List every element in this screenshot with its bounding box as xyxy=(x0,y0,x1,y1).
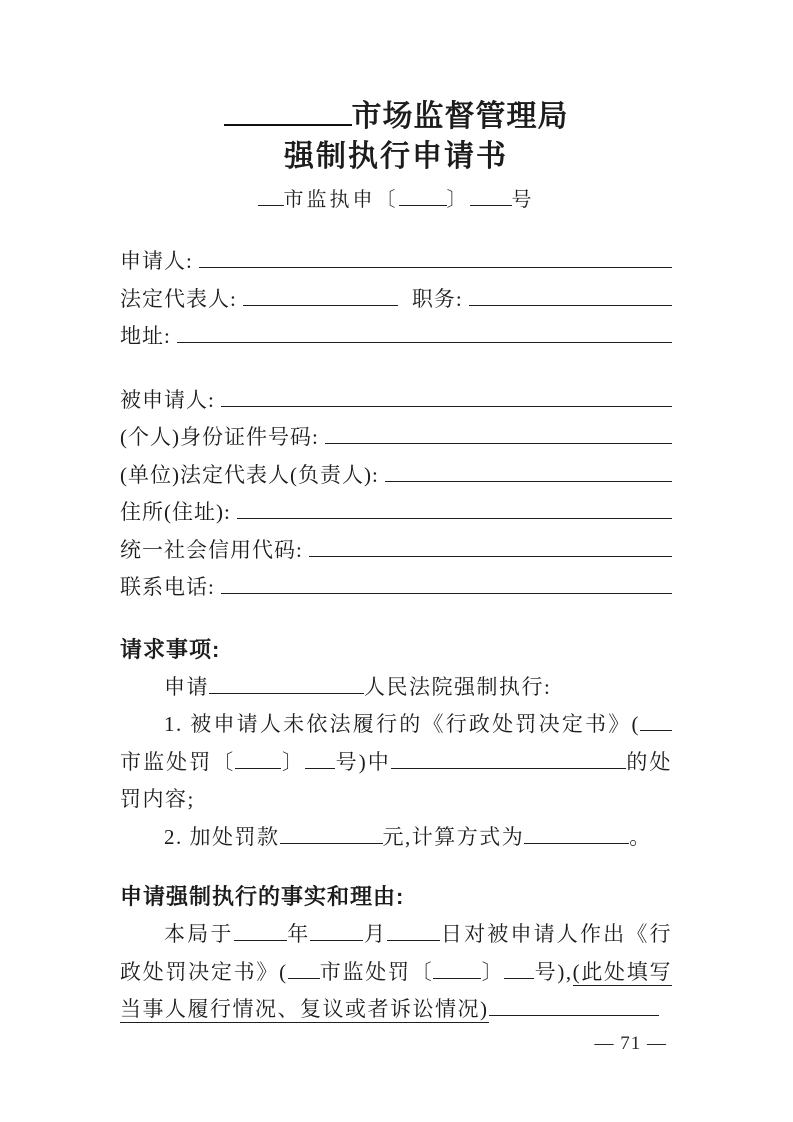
facts-text-5: 市监处罚〔 xyxy=(319,959,434,984)
respondent-name-blank xyxy=(221,405,672,407)
item2-text-3: 。 xyxy=(629,824,652,849)
document-title: 强制执行申请书 xyxy=(284,140,508,173)
doc-no-serial-blank xyxy=(470,185,512,206)
phone-label: 联系电话: xyxy=(120,575,215,599)
facts-trailing-blank xyxy=(489,994,659,1016)
position-blank xyxy=(469,304,672,306)
item2-text-2: 元,计算方式为 xyxy=(382,824,525,849)
doc-no-text-2: 〕 xyxy=(446,189,470,211)
personal-id-label: (个人)身份证件号码: xyxy=(120,425,319,449)
item1-text-3: 〕 xyxy=(281,749,306,774)
item1-serial-blank xyxy=(305,747,335,769)
doc-no-region-blank xyxy=(258,185,284,206)
facts-year-blank xyxy=(234,919,287,941)
court-name-blank xyxy=(209,672,364,694)
credit-code-label: 统一社会信用代码: xyxy=(120,537,303,562)
personal-id-blank xyxy=(325,442,672,444)
address-blank xyxy=(177,341,672,343)
legal-rep-blank xyxy=(243,304,398,306)
org-name-blank xyxy=(224,97,352,126)
item1-content-blank xyxy=(391,747,626,769)
item2-amount-blank xyxy=(280,822,383,844)
applicant-name-blank xyxy=(199,266,672,268)
facts-text-1: 本局于 xyxy=(164,922,234,946)
facts-region-blank xyxy=(288,957,320,979)
facts-serial-blank xyxy=(504,957,534,979)
facts-text-3: 月 xyxy=(363,922,388,946)
doc-no-year-blank xyxy=(399,185,447,206)
field-applicant-name xyxy=(120,243,672,281)
field-residence xyxy=(120,494,672,532)
field-personal-id xyxy=(120,419,672,457)
address-label: 地址: xyxy=(120,324,171,348)
facts-month-blank xyxy=(310,919,363,941)
facts-text-4: 日对被申请人作出《行政处罚决定书》( xyxy=(120,922,673,984)
item1-text-5: 的处罚内容; xyxy=(120,749,673,811)
apply-text-post: 人民法院强制执行: xyxy=(364,674,552,699)
field-unit-rep xyxy=(120,457,672,495)
doc-no-text-1: 市监执申〔 xyxy=(283,189,399,211)
item1-text-1: 1. 被申请人未依法履行的《行政处罚决定书》( xyxy=(164,712,640,736)
item1-text-4: 号)中 xyxy=(335,749,391,774)
unit-rep-label: (单位)法定代表人(负责人): xyxy=(120,462,379,487)
page-number: — 71 — xyxy=(594,1033,667,1054)
item2-text-1: 2. 加处罚款 xyxy=(164,824,280,849)
field-address xyxy=(120,318,672,356)
facts-paragraph xyxy=(120,916,672,1029)
org-name-suffix: 市场监督管理局 xyxy=(351,100,569,133)
facts-fill-note: (此处填写当事人履行情况、复议或者诉讼情况) xyxy=(120,959,672,1021)
item2-method-blank xyxy=(524,822,629,844)
applicant-name-label: 申请人: xyxy=(120,249,193,273)
residence-label: 住所(住址): xyxy=(120,500,231,524)
legal-rep-label: 法定代表人: xyxy=(120,286,237,311)
residence-blank xyxy=(237,517,672,519)
item1-year-blank xyxy=(235,747,281,769)
position-label: 职务: xyxy=(411,286,463,311)
doc-no-text-3: 号 xyxy=(511,189,535,211)
org-title-line xyxy=(120,0,672,137)
field-legal-rep xyxy=(120,281,672,319)
respondent-section xyxy=(120,382,672,607)
document-content xyxy=(120,0,672,1029)
facts-text-2: 年 xyxy=(286,922,311,946)
phone-blank xyxy=(221,592,672,594)
applicant-section xyxy=(120,243,672,356)
facts-heading: 申请强制执行的事实和理由: xyxy=(120,884,405,909)
apply-text-pre: 申请 xyxy=(164,674,209,699)
field-respondent-name xyxy=(120,382,672,420)
facts-day-blank xyxy=(387,919,440,941)
document-number-line xyxy=(120,183,672,217)
item1-text-2: 市监处罚〔 xyxy=(120,749,236,774)
facts-docyear-blank xyxy=(433,957,481,979)
request-item-1 xyxy=(120,706,672,819)
field-credit-code xyxy=(120,532,672,570)
request-item-2 xyxy=(120,819,672,857)
item1-region-blank xyxy=(640,709,672,731)
unit-rep-blank xyxy=(385,480,672,482)
request-apply-line xyxy=(120,669,672,707)
respondent-name-label: 被申请人: xyxy=(120,387,215,412)
facts-text-7: 号), xyxy=(534,959,573,984)
request-heading: 请求事项: xyxy=(120,636,221,662)
facts-text-6: 〕 xyxy=(481,959,505,984)
credit-code-blank xyxy=(309,555,672,557)
field-phone xyxy=(120,569,672,607)
